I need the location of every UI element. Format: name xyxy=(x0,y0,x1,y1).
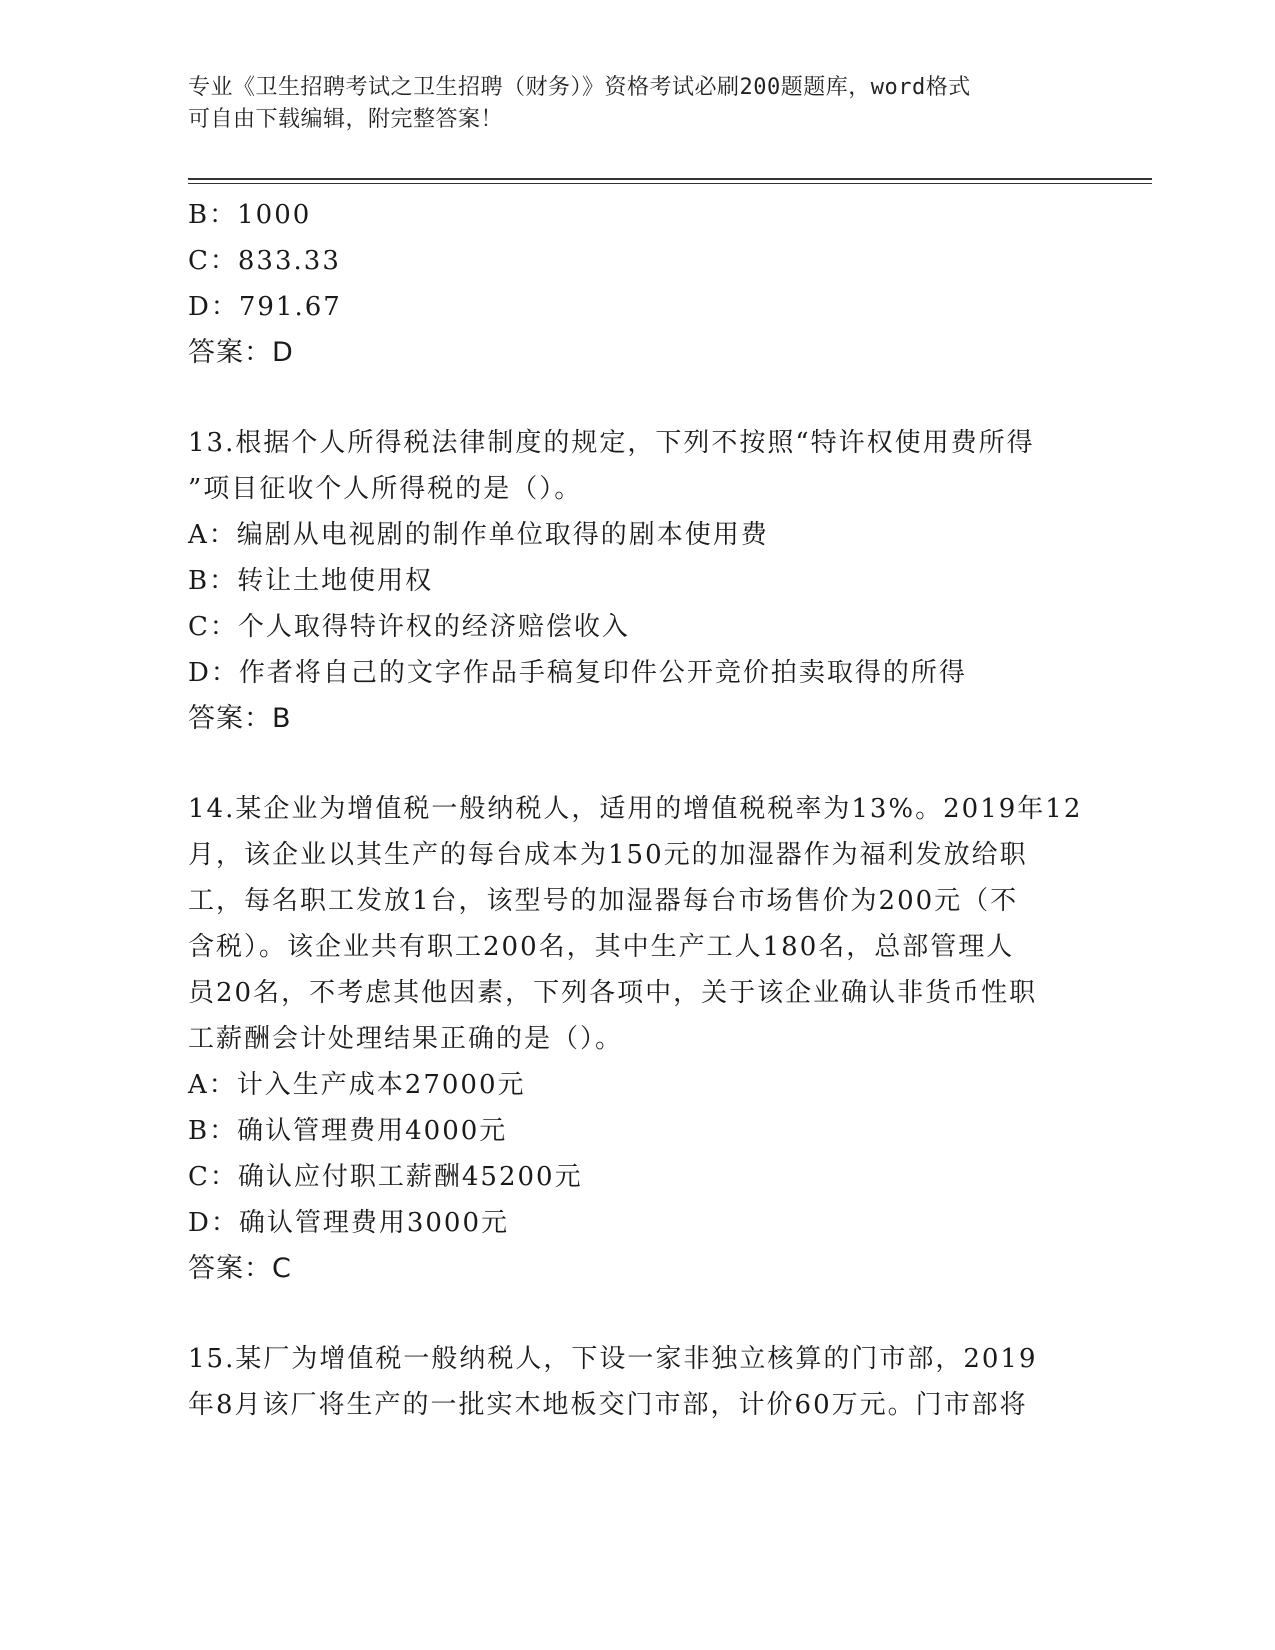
spacer xyxy=(188,376,1088,420)
option-c: C：确认应付职工薪酬45200元 xyxy=(188,1162,583,1192)
option-b: B：确认管理费用4000元 xyxy=(188,1116,508,1146)
header-line-2: 可自由下载编辑，附完整答案！ xyxy=(188,107,504,132)
spacer xyxy=(188,1292,1088,1336)
answer-line: 答案：D xyxy=(188,337,294,368)
question-stem-line: 15.某厂为增值税一般纳税人，下设一家非独立核算的门市部，2019 xyxy=(188,1344,1038,1374)
header-divider xyxy=(188,178,1152,184)
option-c: C：个人取得特许权的经济赔偿收入 xyxy=(188,612,630,642)
option-d: D：确认管理费用3000元 xyxy=(188,1208,510,1238)
question-13 xyxy=(188,420,1088,742)
question-12 xyxy=(188,192,1088,376)
question-stem-line: 年8月该厂将生产的一批实木地板交门市部，计价60万元。门市部将 xyxy=(188,1390,1028,1420)
question-stem-line: 员20名，不考虑其他因素，下列各项中，关于该企业确认非货币性职 xyxy=(188,978,1038,1008)
header-line-1: 专业《卫生招聘考试之卫生招聘（财务）》资格考试必刷200题题库，word格式 xyxy=(188,75,971,100)
option-c: C：833.33 xyxy=(188,246,341,276)
question-stem-line: 月，该企业以其生产的每台成本为150元的加湿器作为福利发放给职 xyxy=(188,840,1028,870)
question-stem-line: ”项目征收个人所得税的是（）。 xyxy=(188,474,583,504)
question-15 xyxy=(188,1336,1088,1428)
document-header xyxy=(188,72,1088,136)
spacer xyxy=(188,742,1088,786)
option-b: B：1000 xyxy=(188,200,312,230)
question-stem-line: 工，每名职工发放1台，该型号的加湿器每台市场售价为200元（不 xyxy=(188,886,1019,916)
question-stem-line: 13.根据个人所得税法律制度的规定，下列不按照“特许权使用费所得 xyxy=(188,428,1035,458)
option-b: B：转让土地使用权 xyxy=(188,566,434,596)
answer-line: 答案：C xyxy=(188,1253,292,1284)
option-a: A：编剧从电视剧的制作单位取得的剧本使用费 xyxy=(188,520,769,550)
question-14 xyxy=(188,786,1088,1292)
option-a: A：计入生产成本27000元 xyxy=(188,1070,526,1100)
question-stem-line: 含税）。该企业共有职工200名，其中生产工人180名，总部管理人 xyxy=(188,932,1015,962)
question-stem-line: 14.某企业为增值税一般纳税人，适用的增值税税率为13%。2019年12 xyxy=(188,794,1083,824)
option-d: D：作者将自己的文字作品手稿复印件公开竞价拍卖取得的所得 xyxy=(188,658,967,688)
question-content xyxy=(188,192,1088,1428)
answer-line: 答案：B xyxy=(188,703,292,734)
question-stem-line: 工薪酬会计处理结果正确的是（）。 xyxy=(188,1024,624,1054)
option-d: D：791.67 xyxy=(188,292,342,322)
